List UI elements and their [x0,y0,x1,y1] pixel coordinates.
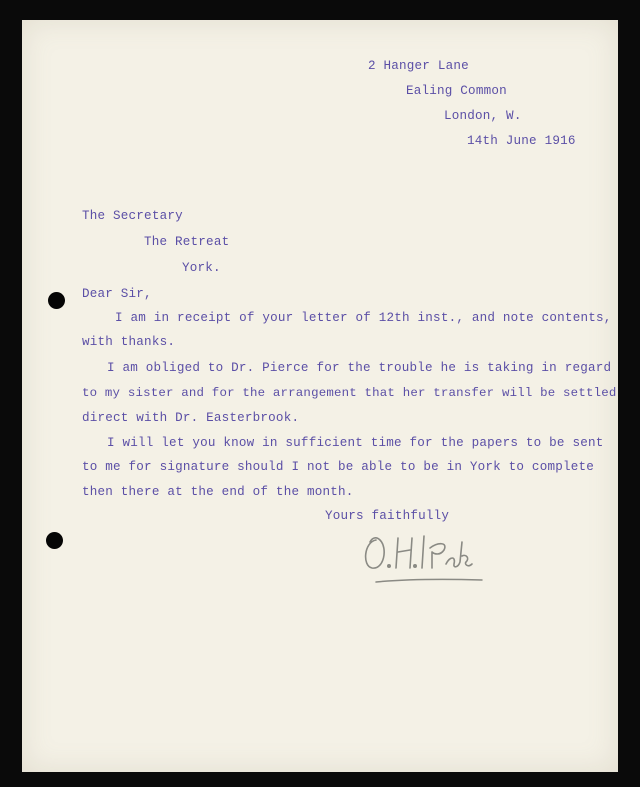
body-line-2: with thanks. [82,335,176,349]
body-line-5: direct with Dr. Easterbrook. [82,411,300,425]
punch-hole-bottom [46,532,63,549]
letter-date: 14th June 1916 [467,134,576,148]
address-line-2: Ealing Common [406,84,507,98]
body-line-7: to me for signature should I not be able to be in York to complete [82,460,594,474]
handwritten-signature [358,528,498,588]
recipient-line-2: The Retreat [144,235,230,249]
recipient-line-1: The Secretary [82,209,183,223]
body-line-3: I am obliged to Dr. Pierce for the trouble he is taking in regard [107,361,612,375]
body-line-1: I am in receipt of your letter of 12th inst., and note contents, [115,311,612,325]
body-line-4: to my sister and for the arrangement that her transfer will be settled [82,386,617,400]
closing: Yours faithfully [325,509,450,523]
body-line-8: then there at the end of the month. [82,485,354,499]
address-line-1: 2 Hanger Lane [368,59,469,73]
recipient-line-3: York. [182,261,221,275]
address-line-3: London, W. [444,109,522,123]
punch-hole-top [48,292,65,309]
salutation: Dear Sir, [82,287,152,301]
body-line-6: I will let you know in sufficient time for the papers to be sent [107,436,604,450]
